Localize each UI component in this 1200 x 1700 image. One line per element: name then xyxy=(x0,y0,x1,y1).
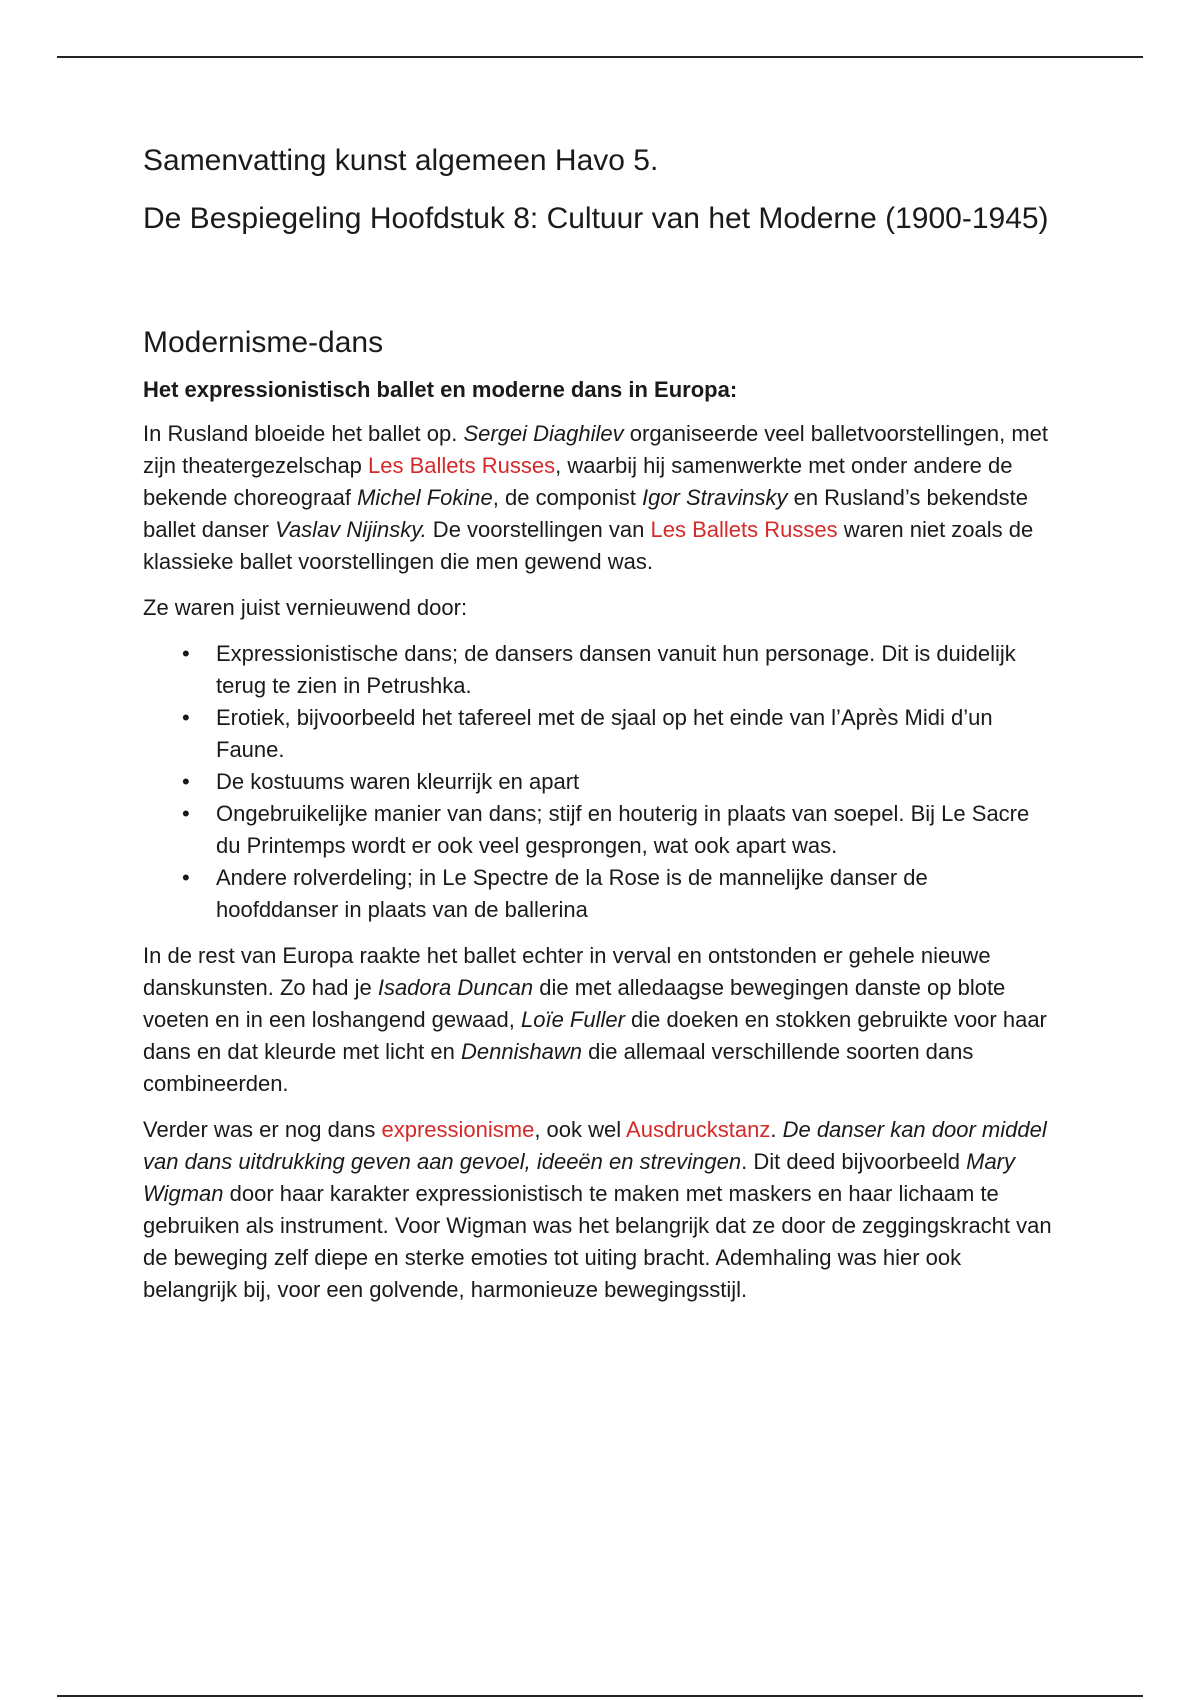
person-name: Igor Stravinsky xyxy=(641,485,788,510)
text-run: die met alledaagse bewegingen danste op blote voeten en in een loshangend gewaad, xyxy=(143,975,1006,1032)
list-item xyxy=(143,862,1055,926)
subheading: Het expressionistisch ballet en moderne dans in Europa: xyxy=(143,377,738,402)
innovation-list xyxy=(143,638,1055,926)
list-item-text: De kostuums waren kleurrijk en apart xyxy=(216,769,580,794)
paragraph-rest-of-europe xyxy=(143,940,1055,1100)
list-item-text: Expressionistische dans; de dansers dansen vanuit hun personage. Dit is duidelijk terug te zien in Petrushka. xyxy=(216,641,1016,698)
bullet-icon: • xyxy=(182,769,190,794)
highlight-term: expressionisme xyxy=(381,1117,535,1142)
bullet-icon: • xyxy=(182,801,190,826)
paragraph-expressionism xyxy=(143,1114,1055,1306)
list-item-text: Erotiek, bijvoorbeeld het tafereel met de sjaal op het einde van l’Après Midi d’un Faune. xyxy=(216,705,993,762)
text-run: , waarbij hij samenwerkte met onder andere de bekende choreograaf xyxy=(143,453,1013,510)
highlight-term: Les Ballets Russes xyxy=(368,453,556,478)
text-run: die allemaal verschillende soorten dans combineerden. xyxy=(143,1039,974,1096)
list-item xyxy=(143,766,1055,798)
text-run: . Dit deed bijvoorbeeld xyxy=(741,1149,967,1174)
list-item-text: Andere rolverdeling; in Le Spectre de la Rose is de mannelijke danser de hoofddanser in plaats van de ballerina xyxy=(216,865,928,922)
bullet-icon: • xyxy=(182,641,190,666)
top-rule xyxy=(57,56,1143,58)
list-item xyxy=(143,638,1055,702)
text-run: De voorstellingen van xyxy=(426,517,651,542)
text-run: , ook wel xyxy=(534,1117,627,1142)
person-name: Michel Fokine xyxy=(357,485,493,510)
text-run: organiseerde veel balletvoorstellingen, met zijn theatergezelschap xyxy=(143,421,1049,478)
bullet-icon: • xyxy=(182,705,190,730)
chapter-heading: De Bespiegeling Hoofdstuk 8: Cultuur van het Moderne (1900-1945) xyxy=(143,202,1049,235)
text-run: , de componist xyxy=(492,485,642,510)
list-item xyxy=(143,798,1055,862)
person-name: Vaslav Nijinsky. xyxy=(275,517,427,542)
paragraph-ballets-russes xyxy=(143,418,1055,578)
document-page xyxy=(143,140,1055,1320)
highlight-term: Les Ballets Russes xyxy=(650,517,838,542)
text-run: Verder was er nog dans xyxy=(143,1117,382,1142)
text-run: waren niet zoals de klassieke ballet voorstellingen die men gewend was. xyxy=(143,517,1034,574)
section-heading: Modernisme-dans xyxy=(143,326,384,359)
document-title: Samenvatting kunst algemeen Havo 5. xyxy=(143,144,659,177)
person-name: Mary Wigman xyxy=(143,1149,1016,1206)
person-name: Isadora Duncan xyxy=(377,975,534,1000)
paragraph-intro-list: Ze waren juist vernieuwend door: xyxy=(143,595,468,620)
text-run: In Rusland bloeide het ballet op. xyxy=(143,421,464,446)
text-run: In de rest van Europa raakte het ballet echter in verval en ontstonden er gehele nieuwe danskunsten. Zo had je xyxy=(143,943,991,1000)
text-run: die doeken en stokken gebruikte voor haar dans en dat kleurde met licht en xyxy=(143,1007,1047,1064)
person-name: Sergei Diaghilev xyxy=(463,421,624,446)
text-run: door haar karakter expressionistisch te maken met maskers en haar lichaam te gebruiken als instrument. Voor Wigman was het belangrijk dat ze door de zeggingskracht van de beweging zelf diepe en sterke emoties tot uiting bracht. Ademhaling was hier ook belangrijk bij, voor een golvende, harmonieuze bewegingsstijl. xyxy=(143,1181,1052,1302)
person-name: Loïe Fuller xyxy=(520,1007,625,1032)
bottom-rule xyxy=(57,1695,1143,1697)
person-name: Dennishawn xyxy=(460,1039,583,1064)
list-item-text: Ongebruikelijke manier van dans; stijf en houterig in plaats van soepel. Bij Le Sacre du Printemps wordt er ook veel gesprongen, wat ook apart was. xyxy=(216,801,1030,858)
highlight-term: Ausdruckstanz xyxy=(626,1117,771,1142)
definition-text: De danser kan door middel van dans uitdrukking geven aan gevoel, ideeën en strevingen xyxy=(143,1117,1047,1174)
list-item xyxy=(143,702,1055,766)
text-run: . xyxy=(770,1117,783,1142)
text-run: en Rusland’s bekendste ballet danser xyxy=(143,485,1029,542)
bullet-icon: • xyxy=(182,865,190,890)
